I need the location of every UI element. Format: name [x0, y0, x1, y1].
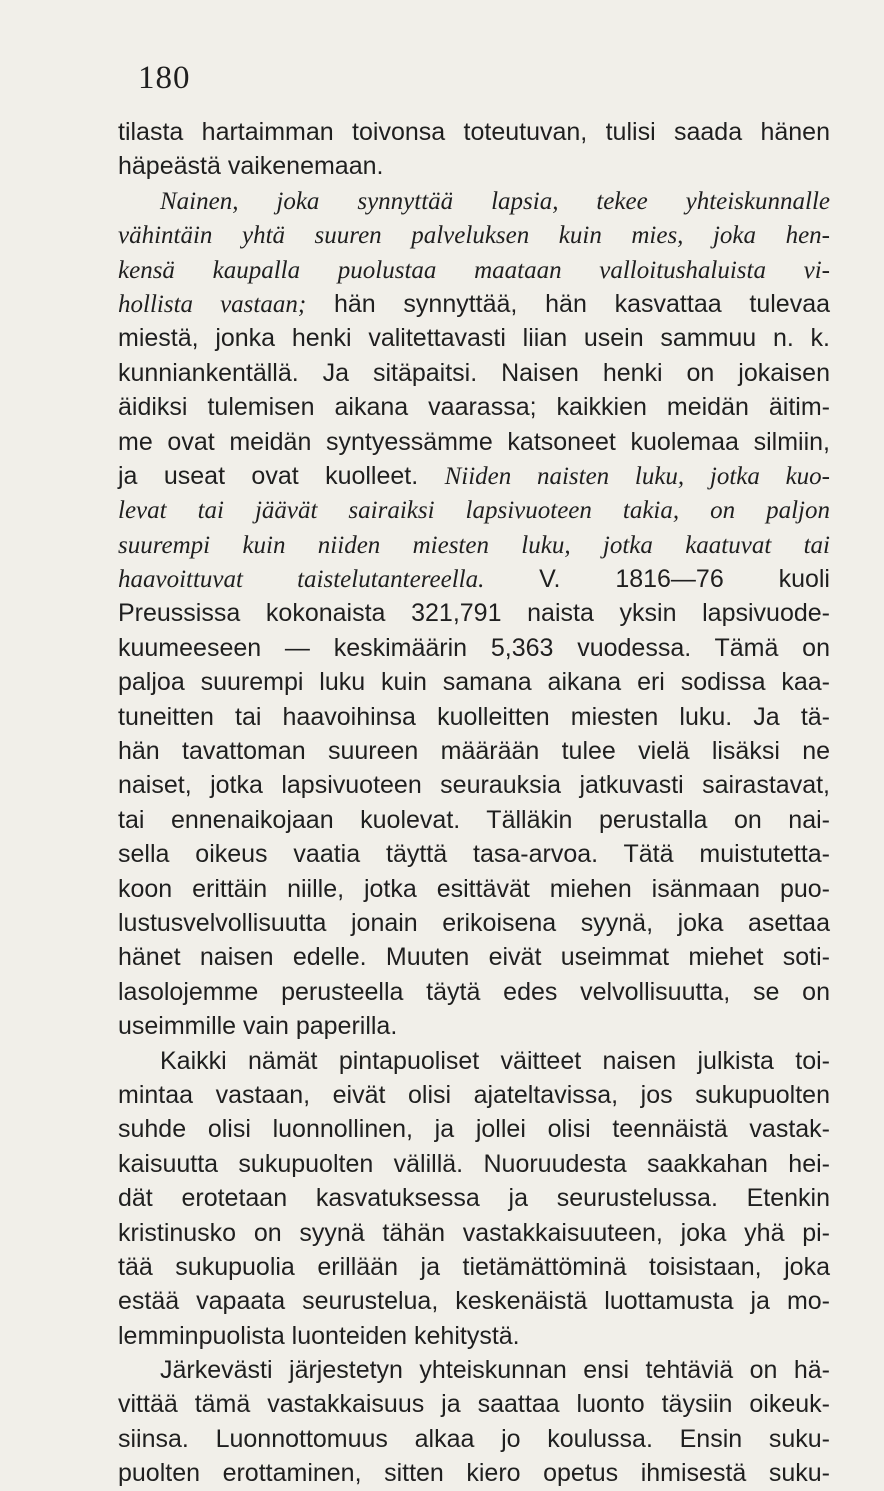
text-line — [118, 768, 830, 802]
text-segment: kaisuutta sukupuolten välillä. Nuoruudesta saakkahan hei- — [118, 1149, 830, 1178]
text-line — [118, 253, 830, 287]
text-line — [118, 1181, 830, 1215]
text-line — [118, 1319, 830, 1353]
text-segment: naiset, jotka lapsivuoteen seurauksia jatkuvasti sairastavat, — [118, 771, 830, 800]
italic-text: kensä kaupalla puolustaa maataan valloitushaluista vi- — [118, 256, 830, 284]
text-line — [118, 356, 830, 390]
text-line — [118, 1044, 830, 1078]
text-segment: mintaa vastaan, eivät olisi ajateltavissa, jos sukupuolten — [118, 1080, 830, 1109]
text-segment: ja useat ovat kuolleet. — [118, 461, 445, 490]
text-line — [118, 562, 830, 596]
text-line — [118, 1078, 830, 1112]
text-line — [118, 975, 830, 1009]
text-segment: dät erotetaan kasvatuksessa ja seurustelussa. Etenkin — [118, 1184, 830, 1213]
text-segment: Preussissa kokonaista 321,791 naista yksin lapsivuode- — [118, 599, 830, 628]
text-segment: koon erittäin niille, jotka esittävät miehen isänmaan puo- — [118, 874, 830, 903]
page-number: 180 — [138, 60, 191, 96]
text-line — [118, 459, 830, 493]
text-line — [118, 940, 830, 974]
text-line — [118, 872, 830, 906]
italic-text: levat tai jäävät sairaiksi lapsivuoteen takia, on paljon — [118, 497, 830, 525]
text-line — [118, 321, 830, 355]
text-line — [118, 1456, 830, 1490]
text-segment: puolten erottaminen, sitten kiero opetus ihmisestä suku- — [118, 1459, 830, 1488]
text-line — [118, 665, 830, 699]
text-line — [118, 596, 830, 630]
text-line — [118, 1284, 830, 1318]
text-line — [118, 1147, 830, 1181]
text-line — [118, 1216, 830, 1250]
text-line — [118, 218, 830, 252]
text-segment: tai ennenaikojaan kuolevat. Tälläkin perustalla on nai- — [118, 805, 830, 834]
text-segment: sella oikeus vaatia täyttä tasa-arvoa. Tätä muistutetta- — [118, 840, 830, 869]
text-segment: Kaikki nämät pintapuoliset väitteet naisen julkista toi- — [160, 1046, 830, 1075]
italic-text: haavoittuvat taistelutantereella. — [118, 566, 485, 594]
text-line — [118, 803, 830, 837]
text-line — [118, 184, 830, 218]
text-line — [118, 1112, 830, 1146]
text-segment: tää sukupuolia erillään ja tietämättöminä toisistaan, joka — [118, 1252, 830, 1281]
text-segment: V. 1816—76 kuoli — [484, 565, 830, 594]
text-segment: kunniankentällä. Ja sitäpaitsi. Naisen henki on jokaisen — [118, 358, 830, 387]
italic-text: Nainen, joka synnyttää lapsia, tekee yhteiskunnalle — [160, 187, 830, 215]
italic-text: Niiden naisten luku, jotka kuo- — [444, 462, 830, 490]
text-segment: Järkevästi järjestetyn yhteiskunnan ensi tehtäviä on hä- — [160, 1356, 830, 1385]
text-line — [118, 1250, 830, 1284]
text-segment: suhde olisi luonnollinen, ja jollei olisi teennäistä vastak- — [118, 1115, 830, 1144]
text-segment: tilasta hartaimman toivonsa toteutuvan, tulisi saada hänen — [118, 118, 830, 146]
text-segment: lustusvelvollisuutta jonain erikoisena syynä, joka asettaa — [118, 908, 830, 937]
text-line — [118, 631, 830, 665]
text-line — [118, 1009, 830, 1043]
text-segment: lasolojemme perusteella täytä edes velvollisuutta, se on — [118, 977, 830, 1006]
text-segment: kuumeeseen — keskimäärin 5,363 vuodessa. Tämä on — [118, 633, 830, 662]
text-segment: vittää tämä vastakkaisuus ja saattaa luonto täysiin oikeuk- — [118, 1390, 830, 1419]
text-segment: me ovat meidän syntyessämme katsoneet kuolemaa silmiin, — [118, 427, 830, 456]
text-segment: hän tavattoman suureen määrään tulee vielä lisäksi ne — [118, 737, 830, 766]
text-line — [118, 493, 830, 527]
text-line — [118, 528, 830, 562]
text-segment: useimmille vain paperilla. — [118, 1012, 398, 1041]
italic-text: vähintäin yhtä suuren palveluksen kuin mies, joka hen- — [118, 222, 830, 250]
text-line — [118, 149, 830, 183]
text-segment: äidiksi tulemisen aikana vaarassa; kaikkien meidän äitim- — [118, 393, 830, 422]
text-segment: hän synnyttää, hän kasvattaa tulevaa — [306, 289, 831, 318]
text-line — [118, 390, 830, 424]
text-line — [118, 1353, 830, 1387]
text-line — [118, 425, 830, 459]
text-line — [118, 700, 830, 734]
text-line — [118, 1387, 830, 1421]
text-segment: estää vapaata seurustelua, keskenäistä luottamusta ja mo- — [118, 1287, 830, 1316]
text-segment: häpeästä vaikenemaan. — [118, 152, 384, 181]
text-line — [118, 115, 830, 149]
italic-text: suurempi kuin niiden miesten luku, jotka kaatuvat tai — [118, 531, 830, 559]
text-line — [118, 906, 830, 940]
text-segment: miestä, jonka henki valitettavasti liian usein sammuu n. k. — [118, 324, 830, 353]
italic-text: hollista vastaan; — [118, 290, 307, 318]
text-segment: siinsa. Luonnottomuus alkaa jo koulussa. Ensin suku- — [118, 1424, 830, 1453]
text-line — [118, 1422, 830, 1456]
body-text — [118, 115, 830, 1491]
text-segment: paljoa suurempi luku kuin samana aikana eri sodissa kaa- — [118, 668, 830, 697]
text-segment: tuneitten tai haavoihinsa kuolleitten miesten luku. Ja tä- — [118, 702, 830, 731]
text-segment: lemminpuolista luonteiden kehitystä. — [118, 1321, 520, 1350]
text-segment: kristinusko on syynä tähän vastakkaisuuteen, joka yhä pi- — [118, 1218, 830, 1247]
text-line — [118, 837, 830, 871]
text-line — [118, 287, 830, 321]
text-segment: hänet naisen edelle. Muuten eivät useimmat miehet soti- — [118, 943, 830, 972]
text-line — [118, 734, 830, 768]
